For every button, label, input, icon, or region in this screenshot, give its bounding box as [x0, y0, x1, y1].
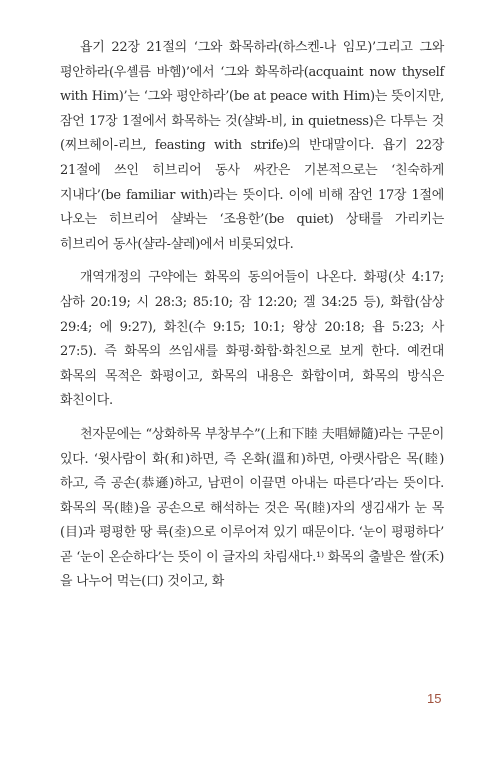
- paragraph-3: 천자문에는 “상화하목 부창부수”(上和下睦 夫唱婦隨)라는 구문이 있다. ‘윗사람이 화(和)하면, 즉 온화(溫和)하면, 아랫사람은 목(睦)하고, 즉 공손(恭遜)하고, 남편이 이끌면 아내는 따른다’라는 뜻이다. 화목의 목(睦)을 공손으로 해석하는 것은 목(睦)자의 생김새가 눈 목(目)과 평평한 땅 륙(坴)으로 이루어져 있기 때문이다. ‘눈이 평평하다’ 곧 ‘눈이 온순하다’는 뜻이 이 글자의 차림새다.¹⁾ 화목의 출발은 쌀(禾)을 나누어 먹는(口) 것이고, 화: [60, 426, 444, 590]
- page-number: 15: [427, 691, 442, 706]
- paragraph-2: 개역개정의 구약에는 화목의 동의어들이 나온다. 화평(삿 4:17; 삼하 20:19; 시 28:3; 85:10; 잠 12:20; 겔 34:25 등), 화합(삼상 29:4; 에 9:27), 화친(수 9:15; 10:1; 왕상 20:18; 욥 5:23; 사 27:5). 즉 화목의 쓰임새를 화평·화합·화친으로 보게 한다. 예컨대 화목의 목적은 화평이고, 화목의 내용은 화합이며, 화목의 방식은 화친이다.: [60, 270, 444, 409]
- body-text: [60, 36, 444, 604]
- paragraph-1: 욥기 22장 21절의 ‘그와 화목하라(하스켄-나 임모)’그리고 그와 평안하라(우셸름 바헴)’에서 ‘그와 화목하라(acquaint now thyself with Him)’는 ‘그와 평안하라’(be at peace with Him)는 뜻이지만, 잠언 17장 1절에서 화목하는 것(샬봐-비, in quietness)은 다투는 것(찌브헤이-리브, feasting with strife)의 반대말이다. 욥기 22장 21절에 쓰인 히브리어 동사 싸칸은 기본적으로는 ‘친숙하게 지내다’(be familiar with)라는 뜻이다. 이에 비해 잠언 17장 1절에 나오는 히브리어 샬봐는 ‘조용한’(be quiet) 상태를 가리키는 히브리어 동사(샬라-샬레)에서 비롯되었다.: [60, 40, 444, 252]
